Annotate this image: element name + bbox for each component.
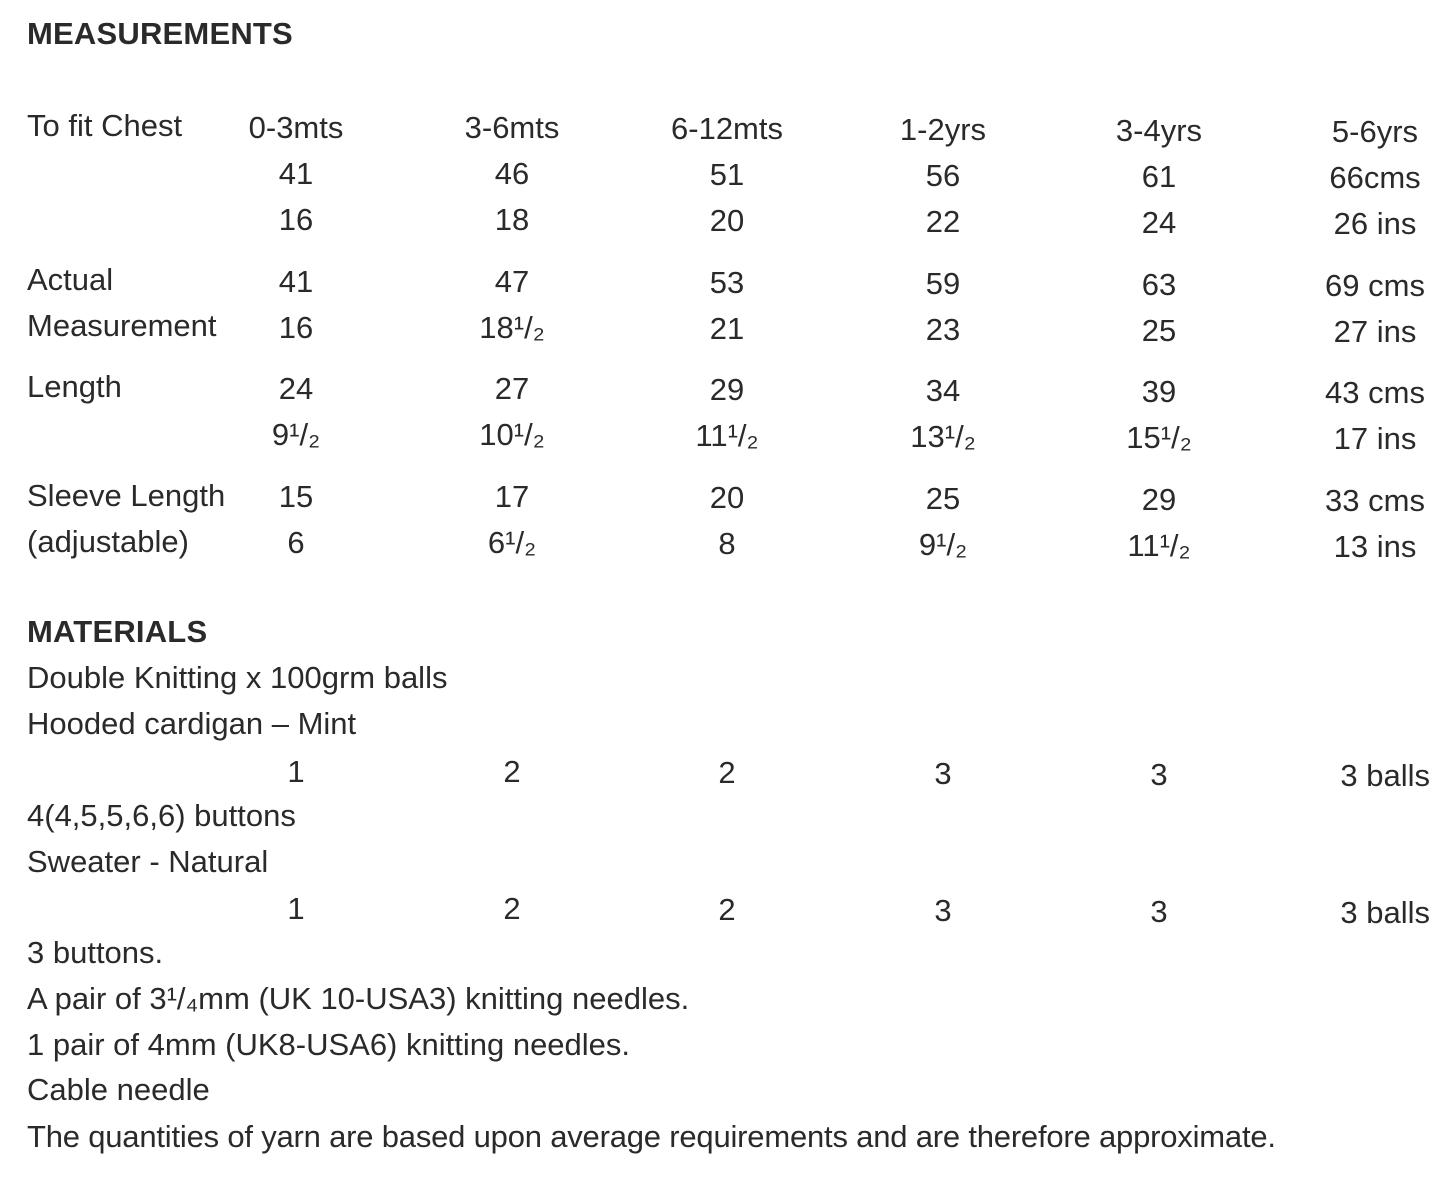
size-cell: 6-12mts bbox=[671, 111, 783, 146]
sleeve-cms-cell: 33 cms bbox=[1325, 483, 1425, 518]
chest-cms-cell: 66cms bbox=[1329, 160, 1421, 195]
measurement-label: Measurement bbox=[27, 308, 217, 343]
chest-cms-cell: 41 bbox=[278, 156, 314, 191]
length-cms-cell: 29 bbox=[709, 372, 745, 407]
chest-ins-cell: 20 bbox=[709, 203, 745, 238]
sleeve-cms-cell: 15 bbox=[278, 479, 314, 514]
chest-cms-cell: 56 bbox=[925, 158, 961, 193]
actual-ins-cell: 27 ins bbox=[1333, 314, 1417, 349]
chest-cms-cell: 61 bbox=[1141, 159, 1177, 194]
chest-ins-cell: 18 bbox=[494, 202, 530, 237]
length-ins-cell: 13¹/₂ bbox=[910, 419, 976, 454]
sweater-balls-cell: 1 bbox=[287, 891, 305, 926]
length-label: Length bbox=[27, 369, 122, 404]
sleeve-ins-cell: 11¹/₂ bbox=[1127, 528, 1191, 563]
cardigan-balls-cell: 2 bbox=[718, 755, 736, 790]
cardigan-line: Hooded cardigan – Mint bbox=[27, 706, 357, 741]
length-ins-cell: 10¹/₂ bbox=[479, 417, 545, 452]
length-cms-cell: 34 bbox=[925, 373, 961, 408]
sleeve-length-label: Sleeve Length bbox=[27, 478, 226, 513]
sweater-balls-cell: 2 bbox=[503, 891, 521, 926]
length-ins-cell: 11¹/₂ bbox=[695, 418, 759, 453]
sleeve-cms-cell: 29 bbox=[1141, 482, 1177, 517]
chest-ins-cell: 26 ins bbox=[1333, 206, 1417, 241]
to-fit-chest-label: To fit Chest bbox=[27, 108, 183, 143]
length-ins-cell: 9¹/₂ bbox=[271, 417, 321, 452]
length-ins-cell: 17 ins bbox=[1333, 421, 1417, 456]
chest-ins-cell: 24 bbox=[1141, 205, 1177, 240]
size-cell: 3-6mts bbox=[464, 110, 560, 145]
actual-cms-cell: 69 cms bbox=[1325, 268, 1425, 303]
materials-heading: MATERIALS bbox=[27, 614, 208, 649]
cardigan-balls-cell: 3 bbox=[934, 756, 952, 791]
sleeve-ins-cell: 6 bbox=[287, 525, 305, 560]
cardigan-balls-cell: 2 bbox=[503, 754, 521, 789]
length-ins-cell: 15¹/₂ bbox=[1126, 420, 1192, 455]
actual-cms-cell: 63 bbox=[1141, 267, 1177, 302]
sweater-balls-cell: 3 balls bbox=[1340, 895, 1430, 930]
yarn-line: Double Knitting x 100grm balls bbox=[27, 660, 448, 695]
sleeve-ins-cell: 13 ins bbox=[1333, 529, 1417, 564]
adjustable-label: (adjustable) bbox=[27, 524, 189, 559]
cardigan-balls-cell: 3 bbox=[1150, 757, 1168, 792]
sleeve-ins-cell: 8 bbox=[718, 526, 736, 561]
length-cms-cell: 43 cms bbox=[1325, 375, 1425, 410]
cardigan-balls-cell: 3 balls bbox=[1340, 758, 1430, 793]
length-cms-cell: 39 bbox=[1141, 374, 1177, 409]
length-cms-cell: 27 bbox=[494, 371, 530, 406]
chest-cms-cell: 46 bbox=[494, 156, 530, 191]
actual-ins-cell: 21 bbox=[709, 311, 745, 346]
actual-ins-cell: 25 bbox=[1141, 313, 1177, 348]
chest-ins-cell: 22 bbox=[925, 204, 961, 239]
cardigan-buttons-line: 4(4,5,5,6,6) buttons bbox=[27, 798, 296, 833]
needles-line-2: 1 pair of 4mm (UK8-USA6) knitting needles. bbox=[27, 1027, 631, 1062]
actual-cms-cell: 59 bbox=[925, 266, 961, 301]
size-cell: 5-6yrs bbox=[1331, 114, 1419, 149]
actual-label: Actual bbox=[27, 262, 114, 297]
size-cell: 3-4yrs bbox=[1115, 113, 1203, 148]
chest-cms-cell: 51 bbox=[709, 157, 745, 192]
yarn-quantity-note: The quantities of yarn are based upon average requirements and are therefore approximate. bbox=[27, 1119, 1276, 1154]
actual-ins-cell: 18¹/₂ bbox=[479, 310, 545, 345]
sleeve-ins-cell: 9¹/₂ bbox=[918, 527, 968, 562]
sweater-buttons-line: 3 buttons. bbox=[27, 935, 164, 970]
size-cell: 1-2yrs bbox=[899, 112, 987, 147]
actual-ins-cell: 23 bbox=[925, 312, 961, 347]
sweater-balls-cell: 3 bbox=[934, 893, 952, 928]
actual-cms-cell: 41 bbox=[278, 264, 314, 299]
length-cms-cell: 24 bbox=[278, 371, 314, 406]
sleeve-cms-cell: 17 bbox=[494, 479, 530, 514]
actual-cms-cell: 53 bbox=[709, 265, 745, 300]
measurements-heading: MEASUREMENTS bbox=[27, 16, 293, 51]
sweater-balls-cell: 3 bbox=[1150, 894, 1168, 929]
sleeve-cms-cell: 25 bbox=[925, 481, 961, 516]
cable-needle-line: Cable needle bbox=[27, 1072, 210, 1107]
needles-line-1: A pair of 3¹/₄mm (UK 10-USA3) knitting needles. bbox=[27, 981, 690, 1016]
actual-cms-cell: 47 bbox=[494, 264, 530, 299]
actual-ins-cell: 16 bbox=[278, 310, 314, 345]
sweater-line: Sweater - Natural bbox=[27, 844, 269, 879]
cardigan-balls-cell: 1 bbox=[287, 754, 305, 789]
sleeve-ins-cell: 6¹/₂ bbox=[487, 525, 537, 560]
chest-ins-cell: 16 bbox=[278, 202, 314, 237]
size-cell: 0-3mts bbox=[248, 110, 344, 145]
sweater-balls-cell: 2 bbox=[718, 892, 736, 927]
sleeve-cms-cell: 20 bbox=[709, 480, 745, 515]
